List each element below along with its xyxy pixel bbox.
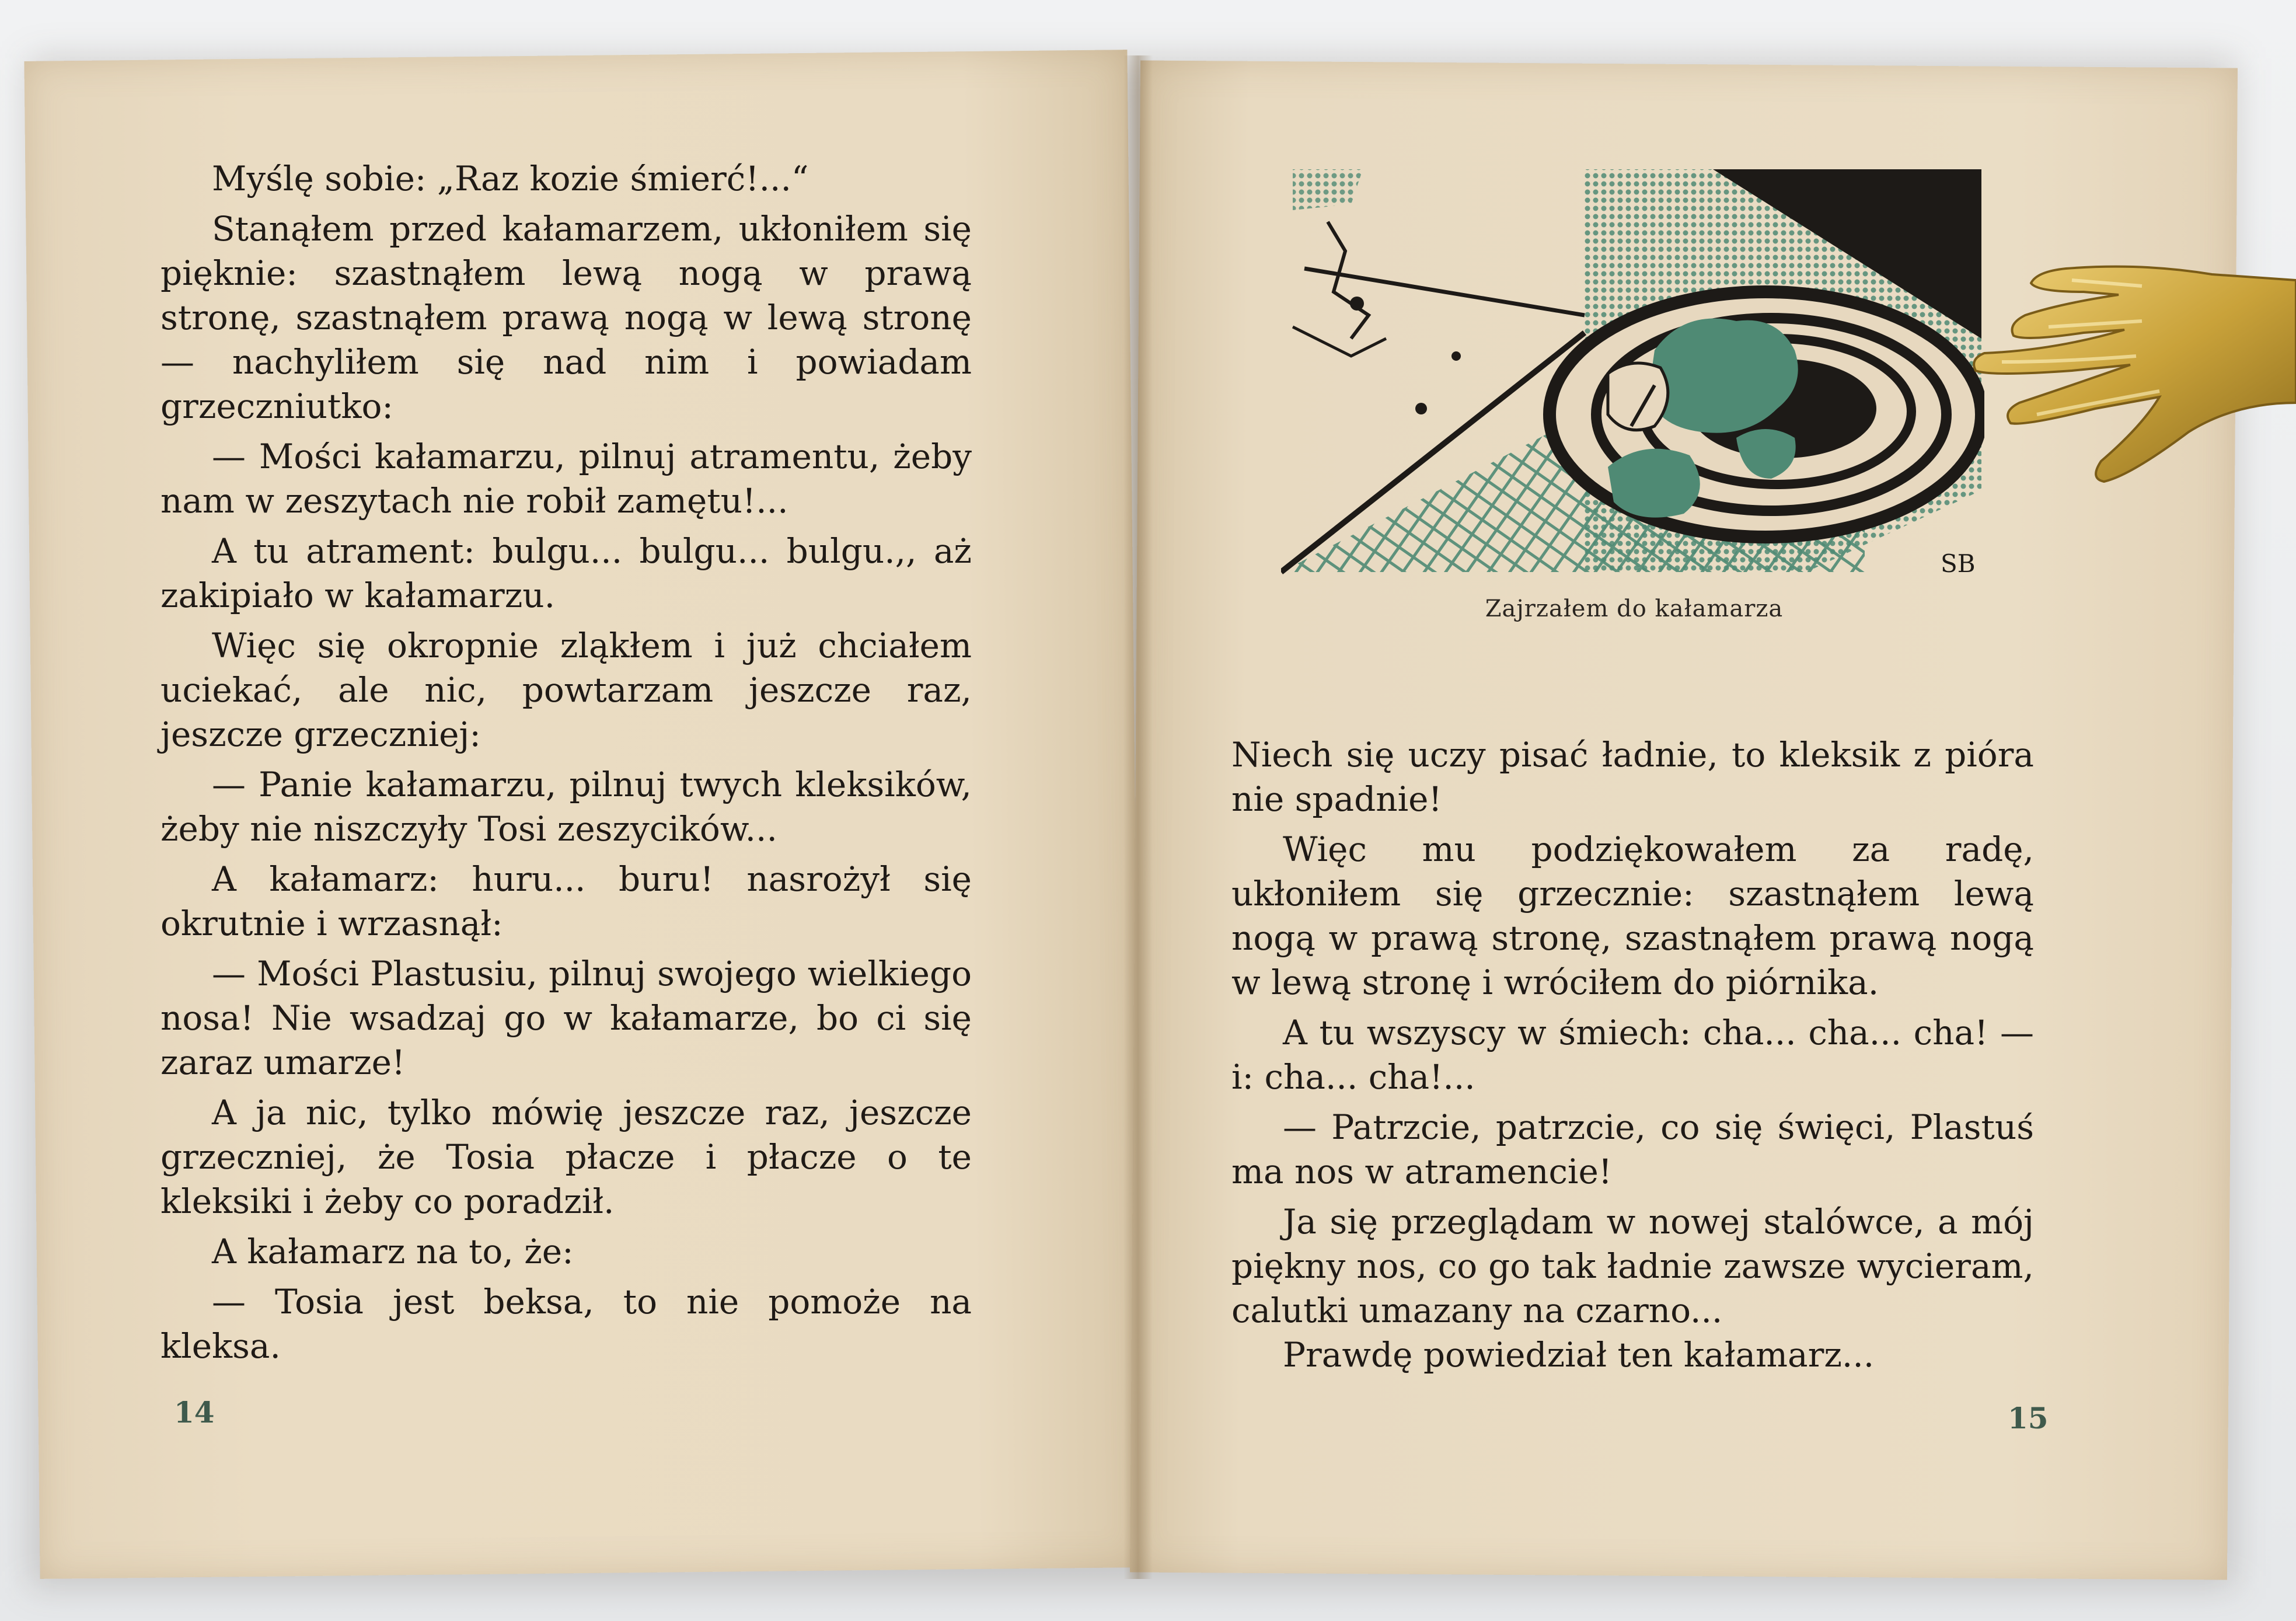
paragraph: A tu wszyscy w śmiech: cha... cha... cha! — i: cha... cha!... — [1231, 1013, 2034, 1097]
paragraph: — Panie kałamarzu, pilnuj twych kleksików, żeby nie niszczyły Tosi zeszycików... — [160, 765, 972, 849]
paragraph: A ja nic, tylko mówię jeszcze raz, jeszcze grzeczniej, że Tosia płacze i płacze o te kleksiki i żeby co poradził. — [160, 1093, 972, 1221]
paragraph: A kałamarz: huru... buru! nasrożył się okrutnie i wrzasnął: — [160, 859, 972, 943]
paragraph: — Patrzcie, patrzcie, co się święci, Plastuś ma nos w atramencie! — [1231, 1107, 2034, 1191]
inkwell-illustration — [1281, 163, 1984, 590]
paragraph: Więc się okropnie zląkłem i już chciałem uciekać, ale nic, powtarzam jeszcze raz, jeszcze grzeczniej: — [160, 626, 972, 754]
paragraph: Stanąłem przed kałamarzem, ukłoniłem się pięknie: szastnąłem lewą nogą w prawą stronę, szastnąłem prawą nogą w lewą stronę — nachyliłem się nad nim i powiadam grzeczniutko: — [160, 209, 972, 426]
paragraph: Prawdę powiedział ten kałamarz... — [1283, 1335, 1875, 1375]
paragraph: Więc mu podziękowałem za radę, ukłoniłem się grzecznie: szastnąłem lewą nogą w prawą stronę, szastnąłem prawą nogą w lewą stronę i wróciłem do piórnika. — [1231, 829, 2034, 1002]
left-page-text — [160, 156, 972, 1368]
page-number-left: 14 — [174, 1395, 215, 1430]
right-page-text — [1231, 733, 2034, 1377]
illustration-signature: SB — [1941, 549, 1976, 578]
paragraph: Ja się przeglądam w nowej stalówce, a mój piękny nos, co go tak ładnie zawsze wycieram, calutki umazany na czarno... — [1231, 1202, 2034, 1330]
paragraph: — Tosia jest beksa, to nie pomoże na kleksa. — [160, 1282, 972, 1366]
paragraph: A tu atrament: bulgu... bulgu... bulgu.,, aż zakipiało w kałamarzu. — [160, 531, 972, 615]
paragraph: Niech się uczy pisać ładnie, to kleksik z pióra nie spadnie! — [1231, 735, 2034, 819]
illustration-caption: Zajrzałem do kałamarza — [1485, 595, 1784, 622]
brass-hand-bookmark — [1967, 257, 2296, 502]
book-gutter — [1123, 55, 1153, 1579]
page-number-right: 15 — [2008, 1401, 2049, 1435]
paragraph: Myślę sobie: „Raz kozie śmierć!...“ — [212, 159, 809, 198]
paragraph: A kałamarz na to, że: — [212, 1232, 574, 1271]
paragraph: — Mości Plastusiu, pilnuj swojego wielkiego nosa! Nie wsadzaj go w kałamarze, bo ci się zaraz umarze! — [160, 954, 972, 1082]
paragraph: — Mości kałamarzu, pilnuj atramentu, żeby nam w zeszytach nie robił zamętu!... — [160, 437, 972, 521]
